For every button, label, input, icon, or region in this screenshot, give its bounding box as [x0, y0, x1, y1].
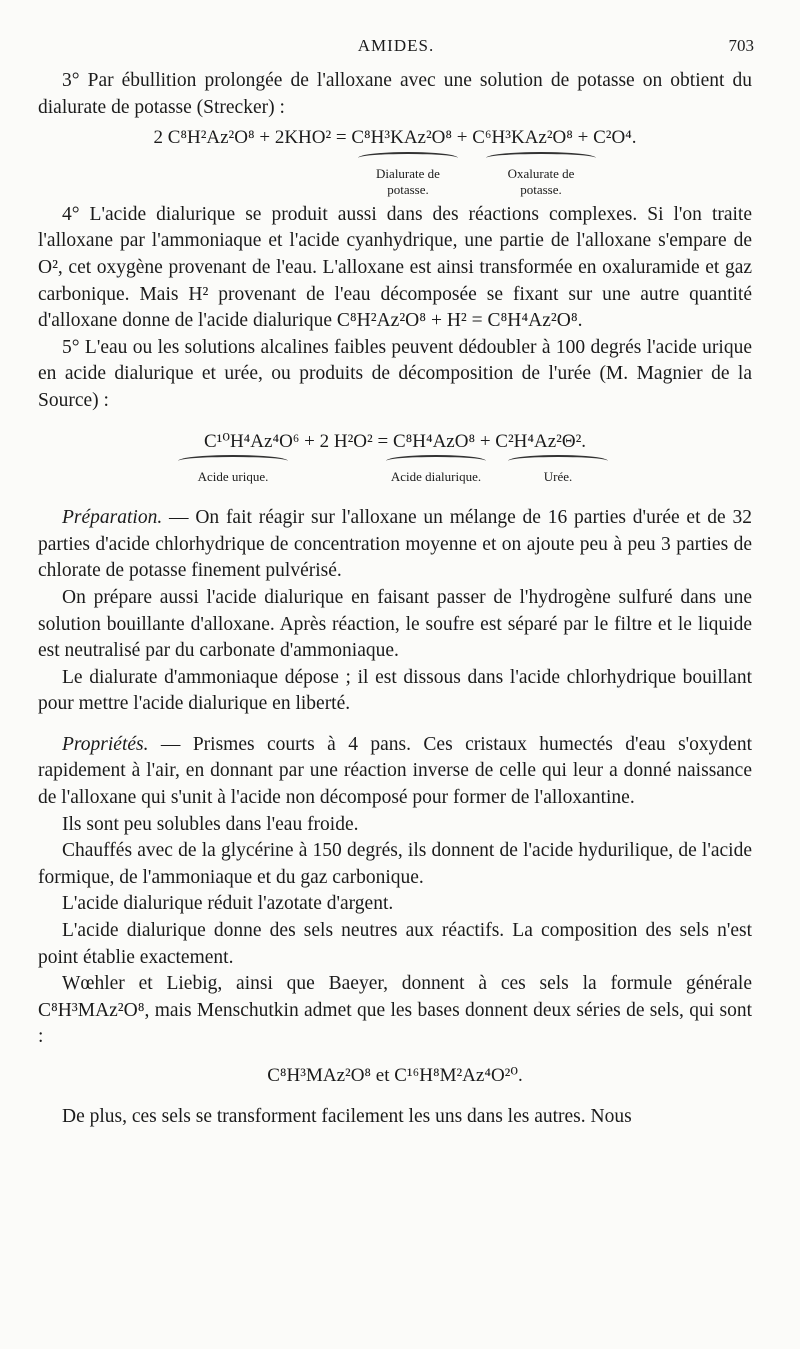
underbrace	[178, 455, 288, 467]
equation-dialurate-labels	[38, 152, 752, 197]
underbrace	[358, 152, 458, 164]
label-oxalurate: Oxalurate de potasse.	[486, 152, 596, 198]
equation-dialurate: 2 C⁸H²Az²O⁸ + 2KHO² = C⁸H³KAz²O⁸ + C⁶H³KAz²O⁸ + C²O⁴.	[153, 127, 637, 149]
underbrace	[386, 455, 486, 467]
label-acide-urique: Acide urique.	[178, 455, 288, 485]
paragraph-preparation-2: On prépare aussi l'acide dialurique en faisant passer de l'hydrogène sulfuré dans une solution bouillante d'alloxane. Après réaction, le soufre est séparé par le filtre et le liquide est neutralisé par du carbonate d'ammoniaque.	[38, 586, 752, 662]
underbrace	[508, 455, 608, 467]
paragraph-proprietes-2: Ils sont peu solubles dans l'eau froide.	[62, 813, 359, 835]
page-body	[38, 68, 752, 1130]
page-number: 703	[728, 36, 754, 55]
label-dialurate: Dialurate de potasse.	[358, 152, 458, 198]
running-title: AMIDES.	[357, 36, 435, 55]
equation-sels: C⁸H³MAz²O⁸ et C¹⁶H⁸M²Az⁴O²⁰.	[267, 1065, 523, 1086]
paragraph-proprietes-4: L'acide dialurique réduit l'azotate d'argent.	[62, 893, 394, 915]
section-proprietes: Propriétés. — Prismes courts à 4 pans. Ces cristaux humectés d'eau s'oxydent rapidement à l'air, en donnant par une réaction inverse de celle qui leur a donné naissance de l'alloxane qui s'unit à l'acide non décomposé pour former de l'alloxantine.	[38, 733, 752, 809]
running-header	[38, 36, 754, 62]
paragraph-proprietes-6: Wœhler et Liebig, ainsi que Baeyer, donnent à ces sels la formule générale C⁸H³MAz²O⁸, mais Menschutkin admet que les bases donnent deux séries de sels, qui sont :	[38, 973, 752, 1048]
paragraph-final: De plus, ces sels se transforment facilement les uns dans les autres. Nous	[62, 1105, 632, 1127]
paragraph-3: 3° Par ébullition prolongée de l'alloxane avec une solution de potasse on obtient du dialurate de potasse (Strecker) :	[38, 70, 752, 118]
section-preparation: Préparation. — On fait réagir sur l'alloxane un mélange de 16 parties d'urée et de 32 parties d'acide chlorhydrique de concentration moyenne et on ajoute peu à peu 3 parties de chlorate de potasse finement pulvérisé.	[38, 507, 752, 582]
paragraph-preparation-3: Le dialurate d'ammoniaque dépose ; il est dissous dans l'acide chlorhydrique bouillant pour mettre l'acide dialurique en liberté.	[38, 666, 752, 715]
paragraph-5: 5° L'eau ou les solutions alcalines faibles peuvent dédoubler à 100 degrés l'acide urique en acide dialurique et urée, ou produits de décomposition de l'urée (M. Magnier de la Source) :	[38, 336, 752, 411]
paragraph-4: 4° L'acide dialurique se produit aussi dans des réactions complexes. Si l'on traite l'alloxane par l'ammoniaque et l'acide cyanhydrique, une partie de l'alloxane s'empare de O², cet oxygène provenant de l'eau. L'alloxane est ainsi transformée en oxaluramide et gaz carbonique. Mais H² provenant de l'eau décomposée se fixant sur une autre quantité d'alloxane donne de l'acide dialurique C⁸H²Az²O⁸ + H² = C⁸H⁴Az²O⁸.	[38, 203, 752, 332]
label-uree: Urée.	[508, 455, 608, 485]
equation-urique: C¹⁰H⁴Az⁴O⁶ + 2 H²O² = C⁸H⁴AzO⁸ + C²H⁴Az²Θ².	[203, 430, 587, 452]
equation-urique-labels	[38, 455, 752, 497]
underbrace	[486, 152, 596, 164]
label-acide-dialurique: Acide dialurique.	[386, 455, 486, 485]
section-title-preparation: Préparation.	[62, 507, 163, 529]
section-gap	[38, 718, 752, 732]
paragraph-proprietes-3: Chauffés avec de la glycérine à 150 degrés, ils donnent de l'acide hydurilique, de l'acide formique, de l'ammoniaque et du gaz carbonique.	[38, 840, 752, 888]
paragraph-proprietes-5: L'acide dialurique donne des sels neutres aux réactifs. La composition des sels n'est point établie exactement.	[38, 920, 752, 968]
section-title-proprietes: Propriétés.	[62, 733, 149, 755]
